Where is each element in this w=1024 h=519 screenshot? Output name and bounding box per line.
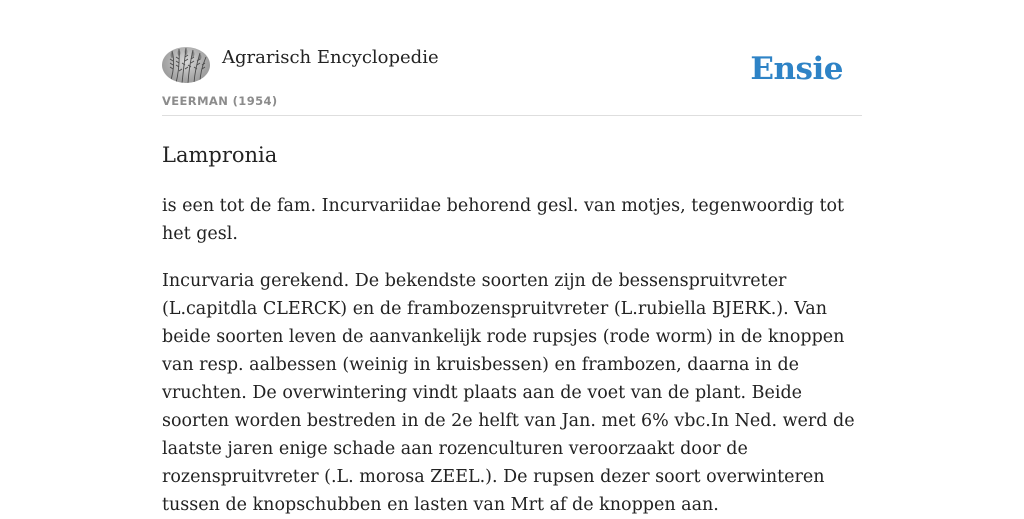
- source-header: [162, 0, 862, 116]
- article-container: [162, 0, 862, 515]
- wheat-illustration-icon: [162, 47, 210, 83]
- entry-paragraph: is een tot de fam. Incurvariidae behorend gesl. van motjes, tegenwoordig tot het gesl.: [162, 196, 845, 244]
- source-title-link[interactable]: Agrarisch Encyclopedie: [222, 47, 439, 68]
- source-author-year: VEERMAN (1954): [162, 94, 278, 108]
- entry-title: Lampronia: [162, 143, 278, 167]
- ensie-logo-link[interactable]: Ensie: [750, 51, 843, 87]
- entry-paragraph: Incurvaria gerekend. De bekendste soorten zijn de bessenspruitvreter (L.capitdla CLERCK) en de frambozenspruitvreter (L.rubiella BJERK.). Van beide soorten leven de aanvankelijk rode rupsjes (rode worm) in de knoppen van resp. aalbessen (weinig in kruisbessen) en frambozen, daarna in de vruchten. De overwintering vindt plaats aan de voet van de plant. Beide soorten worden bestreden in de 2e helft van Jan. met 6% vbc.In Ned. werd de laatste jaren enige schade aan rozenculturen veroorzaakt door de rozenspruitvreter (.L. morosa ZEEL.). De rupsen dezer soort overwinteren tussen de knopschubben en lasten van Mrt af de knoppen aan.: [162, 271, 855, 515]
- book-cover-thumbnail[interactable]: [162, 47, 210, 83]
